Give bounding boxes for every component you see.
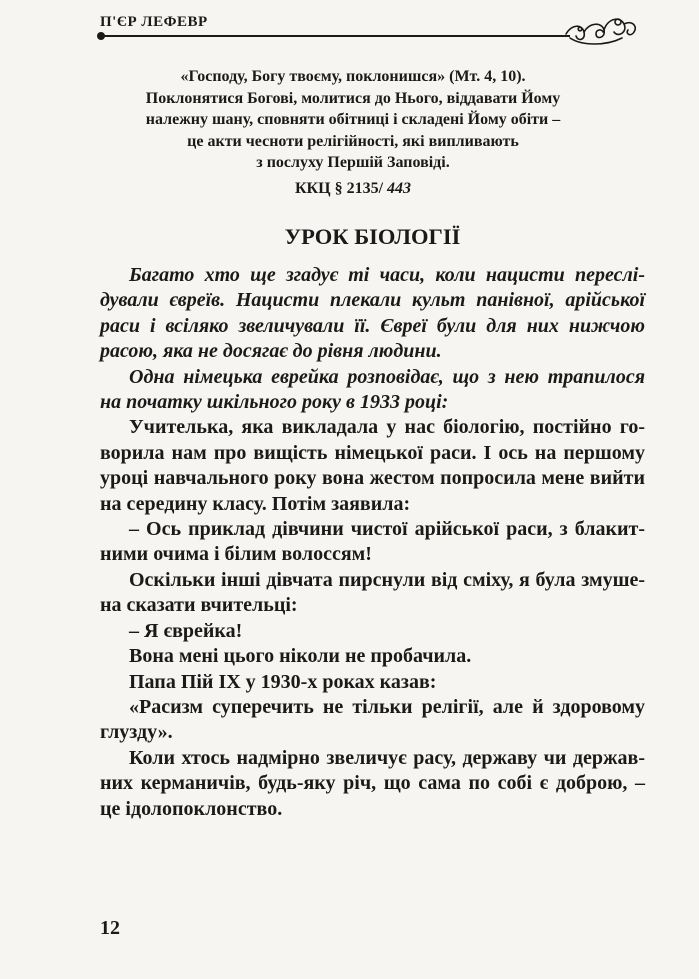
epigraph-line: з послуху Першій Заповіді.: [256, 154, 450, 171]
body-line: Учителька, яка викладала у нас біологію, постійно го-: [129, 416, 645, 439]
intro-line: Багато хто ще згадує ті часи, коли нацисти переслі-: [129, 264, 645, 286]
intro-line: расою, яка не досягає до рівня людини.: [100, 340, 442, 363]
body-line: глузду».: [100, 721, 173, 744]
body-line: них керманичів, будь-яку річ, що сама по собі є доброю, –: [100, 772, 645, 795]
intro-line: на початку шкільного року в 1933 році:: [100, 391, 449, 414]
epigraph-line: Поклонятися Богові, молитися до Нього, віддавати Йому: [145, 89, 561, 107]
body-line: на середину класу. Потім заявила:: [100, 492, 411, 515]
epigraph-source: [118, 178, 588, 200]
body-line: ними очима і білим волоссям!: [100, 543, 372, 566]
body-line: Оскільки інші дівчата пирснули від сміху, я була змуше-: [129, 568, 645, 591]
section-title: УРОК БІОЛОГІЇ: [284, 224, 461, 249]
body-line: ворила нам про вищість німецької раси. І ось на першому: [100, 441, 645, 464]
page-number: 12: [100, 917, 120, 939]
header-rule: [100, 35, 570, 37]
epigraph-line: «Господу, Богу твоєму, поклонишся» (Мт. 4, 10).: [180, 68, 526, 85]
intro-line: раси і всіляко звеличували її. Євреї були для них нижчою: [100, 314, 645, 337]
body-line: «Расизм суперечить не тільки релігії, але й здоровому: [129, 695, 645, 718]
body-line: – Я єврейка!: [129, 619, 243, 642]
intro-line: дували євреїв. Нацисти плекали культ панівної, арійської: [100, 289, 645, 312]
body-line: Папа Пій ІХ у 1930-х роках казав:: [129, 670, 437, 693]
epigraph-line: це акти чесноти релігійності, які випливають: [187, 132, 519, 150]
body-line: – Ось приклад дівчини чистої арійської раси, з блакит-: [129, 518, 645, 541]
body-line: уроці навчального року вона жестом попросила мене вийти: [100, 467, 645, 490]
running-head: П'ЄР ЛЕФЕВР: [100, 14, 208, 30]
epigraph-line: належну шану, сповняти обітниці і складені Йому обіти –: [145, 111, 561, 128]
intro-line: Одна німецька еврейка розповідає, що з нею трапилося: [129, 365, 645, 388]
body-line: на сказати вчительці:: [100, 594, 298, 617]
body-line: Вона мені цього ніколи не пробачила.: [129, 645, 472, 668]
epigraph-source-ref: ККЦ § 2135/: [294, 179, 384, 197]
body-line: Коли хтось надмірно звеличує расу, державу чи держав-: [129, 746, 645, 769]
epigraph-source-page: 443: [387, 179, 412, 197]
body-text: [100, 263, 645, 822]
body-line: це ідолопоклонство.: [100, 797, 283, 820]
header-rule-dot: [97, 32, 105, 40]
flourish-ornament-icon: [562, 12, 640, 48]
epigraph: [118, 66, 588, 199]
